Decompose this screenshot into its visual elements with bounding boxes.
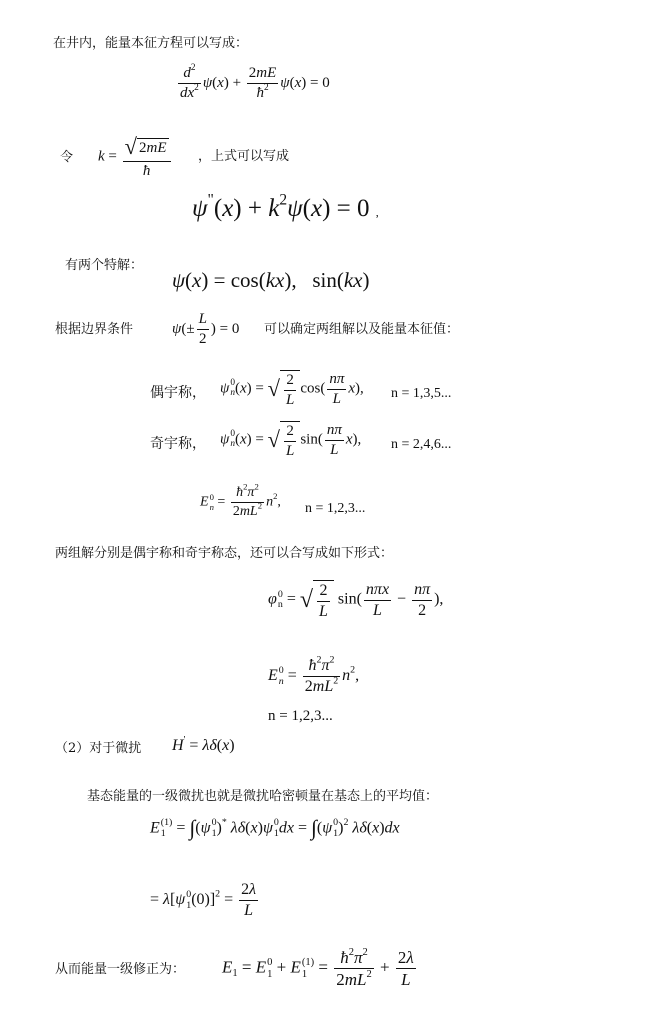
k-definition: k = $\frac{√ 2mE}{ħ}$	[98, 136, 173, 179]
energy-eigenvalue: E 0 n = $\frac{ħ^2\pi^2}{2mL^2}$ $n^2$,	[200, 481, 285, 519]
intro-text: 在井内，能量本征方程可以写成：	[53, 36, 249, 51]
odd-solution: ψ 0 n (x) = √ $\frac{2}{L}$ sin( $\frac{n\pi}{L}$ x),	[220, 421, 362, 459]
result-text: 从而能量一级修正为：	[55, 962, 186, 977]
let-word: 令	[60, 150, 74, 165]
two-solutions-text: 有两个特解：	[65, 258, 144, 273]
final-n-values: n = 1,2,3...	[268, 708, 333, 724]
first-order-text: 基态能量的一级微扰也就是微扰哈密顿量在基态上的平均值：	[87, 789, 439, 804]
odd-n-values: n = 2,4,6...	[391, 437, 452, 452]
even-label: 偶宇称，	[150, 385, 206, 401]
first-order-result: = λ[ψ 0 1 (0)]$^2$ = $\frac{2\lambda}{L}$	[150, 881, 257, 919]
combined-energy: E 0 n = $\frac{ħ^2\pi^2}{2mL^2}$ $n^2$,	[268, 654, 360, 695]
first-order-integral: E (1) 1 = ∫(ψ 0 1 )* λδ(x)ψ 0 1 dx = ∫(ψ 0 1 )$^2$ λδ(x)dx	[150, 816, 400, 840]
boundary-condition: ψ(± $\frac{L}{2}$ ) = 0	[172, 311, 240, 347]
combined-wavefunction: φ 0 n = √ $\frac{2}{L}$ sin( $\frac{\text{nπx}}{L}$ − $\frac{n\pi}{2}$ ),	[268, 580, 444, 620]
special-solutions: ψ(x) = cos(kx), sin(kx)	[172, 268, 370, 292]
even-n-values: n = 1,3,5...	[391, 386, 452, 401]
combined-text: 两组解分别是偶宇称和奇宇称态，还可以合写成如下形式：	[55, 546, 394, 561]
perturbation-hamiltonian: H' = λδ(x)	[172, 734, 235, 754]
corrected-energy: $E_1 = E$ 0 1 + E (1) 1 = $\frac{ħ^2\pi^2}{2mL^2}$ + $\frac{2\lambda}{L}$	[222, 947, 414, 989]
rewrite-text: ，上式可以写成	[198, 149, 290, 164]
boundary-text: 根据边界条件	[55, 322, 134, 337]
rewritten-equation: $\psi^"(x) + k^2\psi(x) = 0$ ,	[192, 191, 379, 222]
even-solution: ψ 0 n (x) = √ $\frac{2}{L}$ cos( $\frac{n\pi}{L}$ x),	[220, 370, 364, 408]
schrodinger-equation: $\frac{d^2}{dx^2}$ ψ(x) + $\frac{2mE}{ħ^2}$ ψ(x) = 0	[180, 63, 330, 101]
part2-label: （2）对于微扰	[55, 741, 142, 756]
boundary-tail-text: 可以确定两组解以及能量本征值：	[264, 322, 460, 337]
odd-label: 奇宇称，	[150, 436, 206, 452]
energy-n-values: n = 1,2,3...	[305, 501, 366, 516]
